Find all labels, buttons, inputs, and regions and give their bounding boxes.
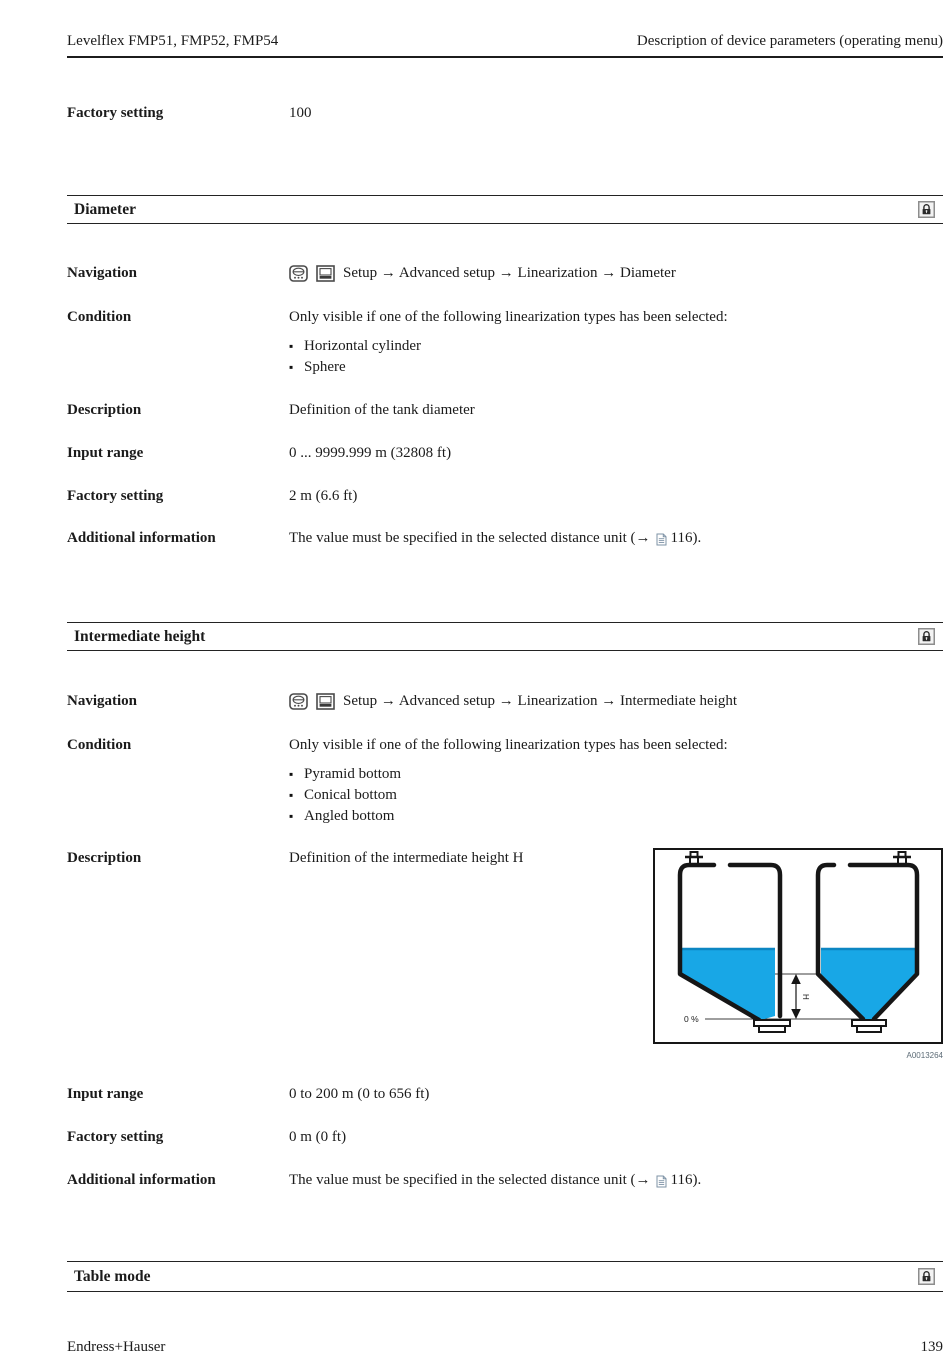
tank-diagram	[653, 848, 943, 1045]
additional-info-line	[289, 1171, 701, 1190]
section-header-table-mode	[67, 1261, 943, 1292]
condition-intro: Only visible if one of the following linearization types has been selected:	[289, 309, 728, 325]
condition-item: ▪ Angled bottom	[289, 806, 728, 827]
page-reference-icon	[656, 1175, 667, 1188]
param-label: Additional information	[67, 530, 216, 546]
footer-page-number: 139	[920, 1339, 943, 1355]
additional-info-text: The value must be specified in the selected distance unit (→	[289, 530, 651, 546]
param-row-condition	[67, 308, 943, 378]
param-row-navigation	[67, 692, 943, 711]
condition-intro: Only visible if one of the following linearization types has been selected:	[289, 737, 728, 753]
param-row-factory-setting	[67, 487, 943, 506]
right-tank-outlet	[852, 1020, 886, 1032]
display-module-icon	[289, 265, 308, 282]
operating-tool-icon	[316, 693, 335, 710]
display-module-icon	[289, 693, 308, 710]
condition-item: ▪ Horizontal cylinder	[289, 336, 728, 357]
left-tank-outlet	[754, 1020, 790, 1032]
param-label: Navigation	[67, 265, 138, 281]
condition-item: ▪ Pyramid bottom	[289, 764, 728, 785]
additional-info-text-after: ).	[692, 530, 702, 546]
section-title: Diameter	[74, 200, 136, 218]
section-header-intermediate-height	[67, 622, 943, 651]
param-value: 0 m (0 ft)	[289, 1129, 347, 1145]
write-protection-lock-icon	[918, 1268, 935, 1285]
additional-info-text: The value must be specified in the selected distance unit (→	[289, 1172, 651, 1188]
zero-percent-label: 0 %	[684, 1014, 699, 1024]
param-label: Input range	[67, 1086, 144, 1102]
param-value: 100	[289, 105, 312, 121]
page-reference-number: 116	[670, 1172, 693, 1188]
condition-content	[289, 308, 728, 378]
navigation-path-line	[289, 692, 737, 711]
param-value: 2 m (6.6 ft)	[289, 488, 358, 504]
intermediate-height-figure	[653, 848, 943, 1060]
param-value: Definition of the tank diameter	[289, 402, 475, 418]
additional-info-text-after: ).	[692, 1172, 702, 1188]
condition-list	[289, 764, 728, 827]
param-row-condition	[67, 736, 943, 827]
param-row-navigation	[67, 264, 943, 283]
section-title: Table mode	[74, 1267, 151, 1285]
operating-tool-icon	[316, 265, 335, 282]
param-row-input-range	[67, 444, 943, 463]
param-label: Factory setting	[67, 488, 164, 504]
navigation-path-line	[289, 264, 676, 283]
param-label: Condition	[67, 737, 132, 753]
param-label: Description	[67, 850, 142, 866]
param-row-additional-information	[67, 1171, 943, 1190]
figure-id-code: A0013264	[906, 1051, 943, 1060]
param-row-input-range	[67, 1085, 943, 1104]
param-row-factory-setting	[67, 104, 943, 123]
section-header-diameter	[67, 195, 943, 224]
header-device-title: Levelflex FMP51, FMP52, FMP54	[67, 33, 279, 49]
param-label: Factory setting	[67, 105, 164, 121]
page-footer	[67, 1338, 943, 1357]
write-protection-lock-icon	[918, 201, 935, 218]
param-value: 0 to 200 m (0 to 656 ft)	[289, 1086, 430, 1102]
section-title: Intermediate height	[74, 627, 206, 645]
navigation-path: Setup → Advanced setup → Linearization → Intermediate height	[343, 693, 738, 709]
param-value: Definition of the intermediate height H	[289, 850, 524, 866]
param-label: Navigation	[67, 693, 138, 709]
page-reference-icon	[656, 533, 667, 546]
param-label: Description	[67, 402, 142, 418]
param-row-factory-setting	[67, 1128, 943, 1147]
write-protection-lock-icon	[918, 628, 935, 645]
height-dimension-label: H	[801, 994, 810, 1000]
condition-content	[289, 736, 728, 827]
param-label: Factory setting	[67, 1129, 164, 1145]
param-label: Condition	[67, 309, 132, 325]
param-label: Additional information	[67, 1172, 216, 1188]
param-label: Input range	[67, 445, 144, 461]
footer-company-name: Endress+Hauser	[67, 1339, 166, 1355]
page-reference-number: 116	[670, 530, 693, 546]
param-row-additional-information	[67, 529, 943, 548]
navigation-path: Setup → Advanced setup → Linearization → Diameter	[343, 265, 676, 281]
param-value: 0 ... 9999.999 m (32808 ft)	[289, 445, 452, 461]
header-chapter-title: Description of device parameters (operating menu)	[636, 33, 943, 49]
condition-item: ▪ Conical bottom	[289, 785, 728, 806]
condition-item: ▪ Sphere	[289, 357, 728, 378]
page-header	[67, 32, 943, 58]
additional-info-line	[289, 529, 701, 548]
param-row-description	[67, 401, 943, 420]
condition-list	[289, 336, 728, 378]
